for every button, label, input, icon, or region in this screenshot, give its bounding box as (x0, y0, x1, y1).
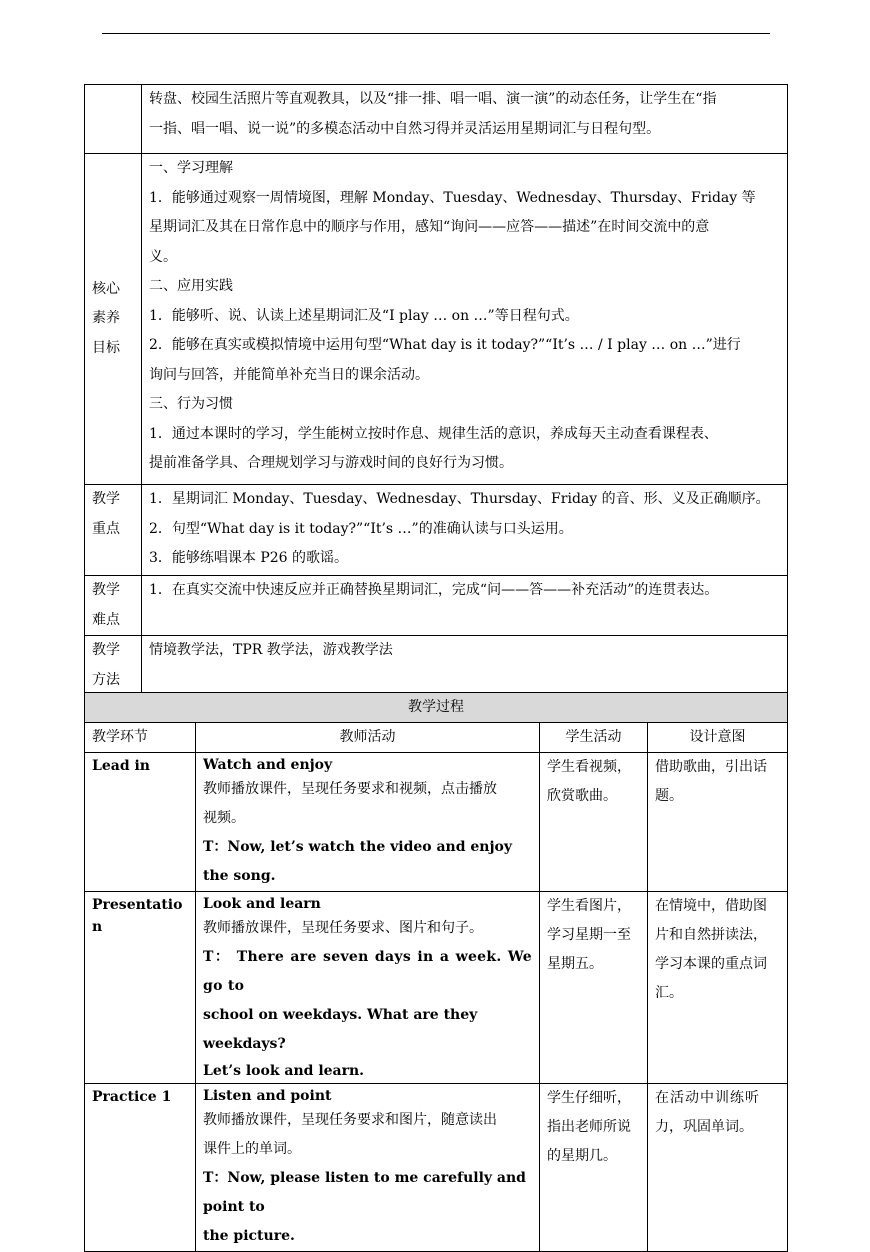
activity-line: 教师播放课件，呈现任务要求和图片，随意读出 (203, 1112, 497, 1128)
student-line: 的星期几。 (547, 1148, 617, 1164)
objective-line: 义。 (149, 248, 177, 265)
objectives-table (84, 84, 788, 696)
activity-line: T：Now, let’s watch the video and enjoy the song. (203, 839, 513, 884)
activity-line: 课件上的单词。 (203, 1141, 301, 1157)
process-title-row (85, 693, 788, 723)
design-intent-cell (648, 892, 788, 1084)
student-line: 学生看视频， (547, 759, 631, 775)
focus-label: 教学 (92, 491, 120, 507)
core-row (85, 154, 788, 485)
objective-line: 1．通过本课时的学习，学生能树立按时作息、规律生活的意识，养成每天主动查看课程表、 (149, 425, 718, 442)
student-line: 学生仔细听， (547, 1090, 631, 1106)
intro-line: 一指、唱一唱、说一说”的多模态活动中自然习得并灵活运用星期词汇与日程句型。 (149, 120, 661, 137)
stage-cell: Lead in (85, 753, 196, 892)
table-row (85, 1084, 788, 1252)
student-line: 星期五。 (547, 956, 603, 972)
activity-line: the picture. (203, 1228, 295, 1244)
teacher-activity-cell (196, 892, 540, 1084)
method-line: 情境教学法，TPR 教学法，游戏教学法 (149, 642, 393, 658)
focus-line: 3．能够练唱课本 P26 的歌谣。 (149, 550, 349, 566)
intro-text-cell (142, 85, 788, 154)
stage-cell: Presentation (85, 892, 196, 1084)
core-label: 素养 (92, 310, 120, 327)
method-label: 教学 (92, 642, 120, 658)
difficulty-content-cell (142, 576, 788, 636)
objective-line: 提前准备学具、合理规划学习与游戏时间的良好行为习惯。 (149, 455, 513, 471)
activity-line: T： There are seven days in a week. We go to (203, 949, 532, 994)
core-label: 核心 (92, 280, 120, 297)
focus-line: 1．星期词汇 Monday、Tuesday、Wednesday、Thursday、Friday 的音、形、义及正确顺序。 (149, 491, 770, 507)
process-table (84, 692, 788, 1252)
activity-line: 视频。 (203, 810, 245, 826)
focus-row (85, 485, 788, 576)
student-activity-cell (540, 1084, 648, 1252)
student-line: 欣赏歌曲。 (547, 788, 617, 804)
method-label-cell (85, 636, 142, 696)
section-heading: 三、行为习惯 (149, 396, 233, 412)
difficulty-row (85, 576, 788, 636)
section-heading: 二、应用实践 (149, 278, 233, 294)
method-content-cell (142, 636, 788, 696)
objective-line: 询问与回答，并能简单补充当日的课余活动。 (149, 366, 429, 383)
activity-line: 教师播放课件，呈现任务要求、图片和句子。 (203, 920, 483, 936)
objective-line: 1．能够通过观察一周情境图，理解 Monday、Tuesday、Wednesday、Thursday、Friday 等 (149, 189, 756, 206)
design-intent-cell (648, 1084, 788, 1252)
focus-content-cell (142, 485, 788, 576)
process-header-row (85, 723, 788, 753)
header-rule (102, 33, 770, 34)
objective-line: 1．能够听、说、认读上述星期词汇及“I play … on …”等日程句式。 (149, 307, 579, 324)
activity-title: Watch and enjoy (203, 757, 333, 773)
intent-line: 借助歌曲，引出话 (655, 759, 767, 775)
core-label-cell (85, 154, 142, 485)
core-label: 目标 (92, 339, 120, 356)
activity-line: school on weekdays. What are they weekdays? (203, 1007, 478, 1052)
column-header: 教师活动 (196, 723, 540, 753)
student-line: 指出老师所说 (547, 1119, 631, 1135)
intent-line: 汇。 (655, 985, 683, 1001)
focus-label: 重点 (92, 520, 120, 537)
difficulty-label-cell (85, 576, 142, 636)
core-content-cell (142, 154, 788, 485)
method-label: 方法 (92, 671, 120, 688)
column-header: 设计意图 (648, 723, 788, 753)
focus-line: 2．句型“What day is it today?”“It’s …”的准确认读与口头运用。 (149, 520, 573, 537)
intent-line: 题。 (655, 788, 683, 804)
difficulty-label: 难点 (92, 611, 120, 628)
intro-row (85, 85, 788, 154)
activity-line: 教师播放课件，呈现任务要求和视频，点击播放 (203, 781, 497, 797)
intent-line: 在活动中训练听 (655, 1090, 760, 1106)
objective-line: 2．能够在真实或模拟情境中运用句型“What day is it today?”“It’s … / I play … on …”进行 (149, 337, 741, 353)
intro-label-cell (85, 85, 142, 154)
design-intent-cell (648, 753, 788, 892)
teacher-activity-cell (196, 1084, 540, 1252)
activity-title: Look and learn (203, 896, 321, 912)
method-row (85, 636, 788, 696)
process-title: 教学过程 (85, 693, 788, 723)
objective-line: 星期词汇及其在日常作息中的顺序与作用，感知“询问——应答——描述”在时间交流中的意 (149, 219, 710, 235)
student-activity-cell (540, 753, 648, 892)
stage-cell: Practice 1 (85, 1084, 196, 1252)
difficulty-line: 1．在真实交流中快速反应并正确替换星期词汇，完成“问——答——补充活动”的连贯表达。 (149, 582, 719, 598)
intent-line: 在情境中，借助图 (655, 898, 767, 914)
activity-line: Let’s look and learn. (203, 1063, 365, 1079)
column-header: 教学环节 (85, 723, 196, 753)
section-heading: 一、学习理解 (149, 160, 233, 176)
teacher-activity-cell (196, 753, 540, 892)
intent-line: 学习本课的重点词 (655, 956, 767, 972)
intent-line: 片和自然拼读法， (655, 927, 767, 943)
student-line: 学生看图片， (547, 898, 631, 914)
table-row (85, 892, 788, 1084)
activity-line: T：Now, please listen to me carefully and point to (203, 1170, 526, 1215)
focus-label-cell (85, 485, 142, 576)
activity-title: Listen and point (203, 1088, 332, 1104)
student-activity-cell (540, 892, 648, 1084)
student-line: 学习星期一至 (547, 927, 631, 943)
intro-line: 转盘、校园生活照片等直观教具，以及“排一排、唱一唱、演一演”的动态任务，让学生在“指 (149, 91, 717, 107)
difficulty-label: 教学 (92, 582, 120, 598)
intent-line: 力，巩固单词。 (655, 1119, 753, 1135)
table-row (85, 753, 788, 892)
column-header: 学生活动 (540, 723, 648, 753)
